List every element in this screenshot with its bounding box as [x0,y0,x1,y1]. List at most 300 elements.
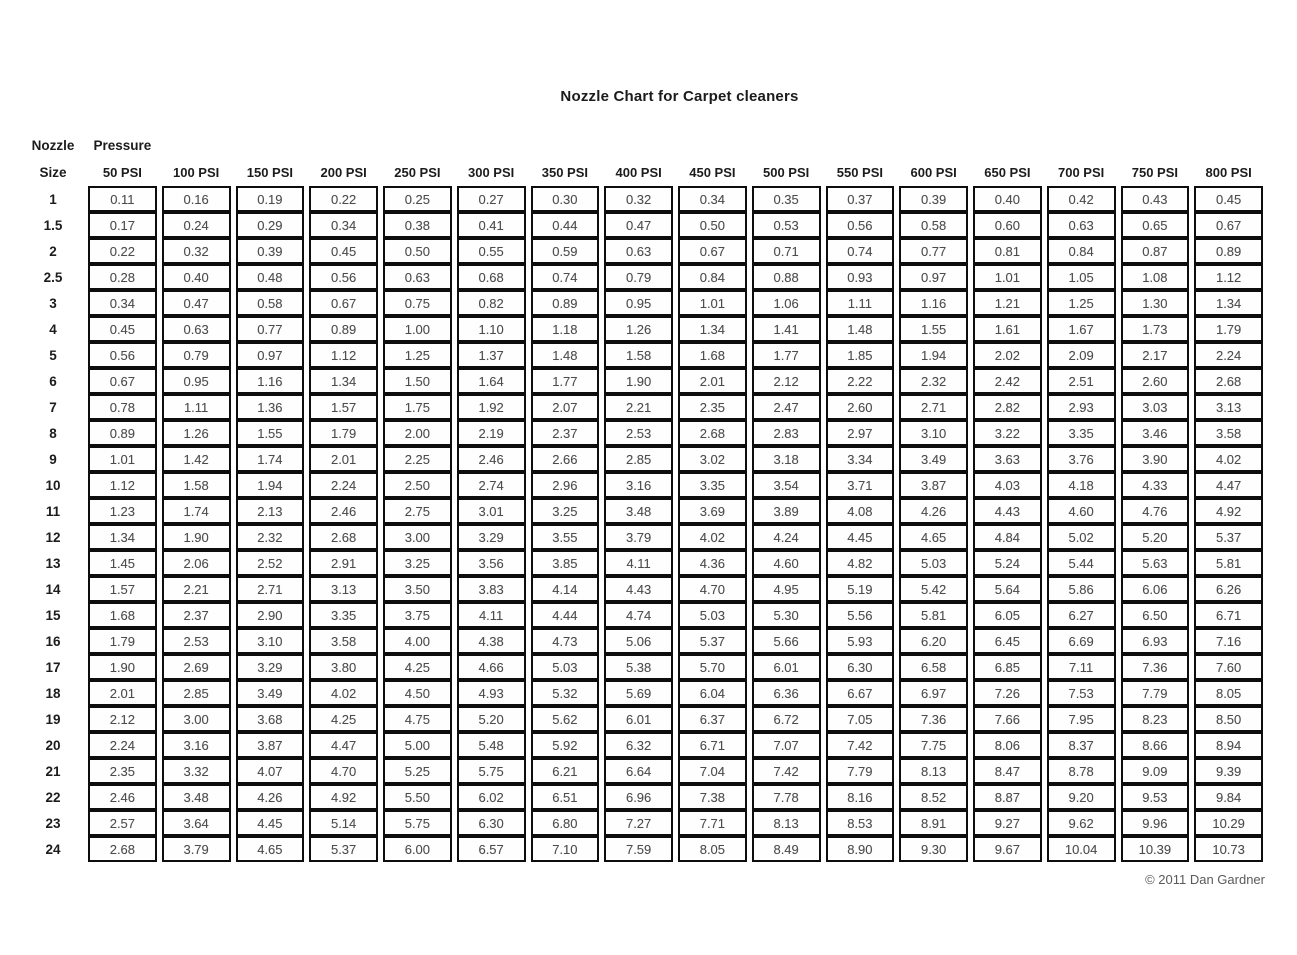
flow-rate-cell: 5.14 [309,810,378,836]
flow-rate-cell: 2.19 [457,420,526,446]
flow-rate-cell: 0.40 [973,186,1042,212]
psi-column-header: 650 PSI [984,164,1031,180]
flow-rate-cell: 0.67 [1194,212,1263,238]
flow-rate-cell: 1.67 [1047,316,1116,342]
flow-rate-cell: 3.54 [752,472,821,498]
flow-rate-cell: 1.06 [752,290,821,316]
flow-rate-cell: 0.22 [88,238,157,264]
flow-rate-cell: 4.60 [752,550,821,576]
flow-rate-cell: 5.66 [752,628,821,654]
flow-rate-cell: 0.43 [1121,186,1190,212]
flow-rate-cell: 4.18 [1047,472,1116,498]
flow-rate-cell: 2.66 [531,446,600,472]
flow-rate-cell: 0.79 [604,264,673,290]
psi-column-header: 150 PSI [246,164,293,180]
flow-rate-cell: 7.79 [1121,680,1190,706]
flow-rate-cell: 2.02 [973,342,1042,368]
flow-rate-cell: 1.94 [236,472,305,498]
flow-rate-cell: 2.37 [162,602,231,628]
flow-rate-cell: 0.97 [236,342,305,368]
flow-rate-cell: 3.76 [1047,446,1116,472]
nozzle-size-label: 23 [45,815,61,831]
flow-rate-cell: 2.32 [899,368,968,394]
flow-rate-cell: 6.37 [678,706,747,732]
flow-rate-cell: 2.09 [1047,342,1116,368]
size-header-label: Size [39,164,67,180]
table-row [30,446,1263,472]
flow-rate-cell: 7.36 [899,706,968,732]
nozzle-size-label: 3 [49,295,57,311]
flow-rate-cell: 2.96 [531,472,600,498]
flow-rate-cell: 3.87 [236,732,305,758]
flow-rate-cell: 1.90 [88,654,157,680]
flow-rate-cell: 1.36 [236,394,305,420]
flow-rate-cell: 2.35 [88,758,157,784]
flow-rate-cell: 2.71 [899,394,968,420]
table-row [30,706,1263,732]
flow-rate-cell: 0.84 [678,264,747,290]
flow-rate-cell: 3.02 [678,446,747,472]
table-row [30,186,1263,212]
flow-rate-cell: 1.42 [162,446,231,472]
flow-rate-cell: 4.74 [604,602,673,628]
flow-rate-cell: 1.00 [383,316,452,342]
flow-rate-cell: 0.19 [236,186,305,212]
flow-rate-cell: 4.47 [1194,472,1263,498]
flow-rate-cell: 7.78 [752,784,821,810]
flow-rate-cell: 0.55 [457,238,526,264]
flow-rate-cell: 0.37 [826,186,895,212]
psi-column-header: 350 PSI [541,164,588,180]
flow-rate-cell: 0.93 [826,264,895,290]
psi-column-header: 750 PSI [1131,164,1178,180]
flow-rate-cell: 0.11 [88,186,157,212]
copyright-text: © 2011 Dan Gardner [1145,872,1265,887]
table-row [30,524,1263,550]
flow-rate-cell: 1.26 [162,420,231,446]
flow-rate-cell: 7.11 [1047,654,1116,680]
flow-rate-cell: 4.03 [973,472,1042,498]
flow-rate-cell: 0.56 [88,342,157,368]
flow-rate-cell: 3.64 [162,810,231,836]
flow-rate-cell: 0.47 [162,290,231,316]
flow-rate-cell: 0.17 [88,212,157,238]
flow-rate-cell: 0.68 [457,264,526,290]
nozzle-size-label: 22 [45,789,61,805]
flow-rate-cell: 0.28 [88,264,157,290]
nozzle-size-label: 11 [45,503,61,519]
flow-rate-cell: 2.46 [88,784,157,810]
flow-rate-cell: 4.43 [604,576,673,602]
nozzle-size-label: 1 [49,191,57,207]
flow-rate-cell: 2.22 [826,368,895,394]
flow-rate-cell: 2.60 [1121,368,1190,394]
flow-rate-cell: 0.79 [162,342,231,368]
flow-rate-cell: 6.30 [826,654,895,680]
flow-rate-cell: 1.58 [162,472,231,498]
flow-rate-cell: 2.68 [88,836,157,862]
table-row [30,472,1263,498]
flow-rate-cell: 3.34 [826,446,895,472]
flow-rate-cell: 1.34 [88,524,157,550]
flow-rate-cell: 1.23 [88,498,157,524]
flow-rate-cell: 8.94 [1194,732,1263,758]
flow-rate-cell: 3.49 [236,680,305,706]
flow-rate-cell: 0.95 [162,368,231,394]
flow-rate-cell: 3.35 [309,602,378,628]
flow-rate-cell: 3.89 [752,498,821,524]
nozzle-size-label: 2 [49,243,57,259]
flow-rate-cell: 1.11 [826,290,895,316]
flow-rate-cell: 2.46 [309,498,378,524]
nozzle-size-label: 19 [45,711,61,727]
flow-rate-cell: 6.32 [604,732,673,758]
flow-rate-cell: 5.93 [826,628,895,654]
flow-rate-cell: 2.24 [309,472,378,498]
flow-rate-cell: 2.12 [752,368,821,394]
flow-rate-cell: 5.03 [531,654,600,680]
flow-rate-cell: 8.49 [752,836,821,862]
flow-rate-cell: 0.67 [678,238,747,264]
flow-rate-cell: 3.48 [604,498,673,524]
flow-rate-cell: 2.21 [162,576,231,602]
flow-rate-cell: 8.78 [1047,758,1116,784]
flow-rate-cell: 2.74 [457,472,526,498]
flow-rate-cell: 6.04 [678,680,747,706]
flow-rate-cell: 1.01 [88,446,157,472]
flow-rate-cell: 3.48 [162,784,231,810]
flow-rate-cell: 5.20 [1121,524,1190,550]
flow-rate-cell: 4.95 [752,576,821,602]
nozzle-size-label: 5 [49,347,57,363]
flow-rate-cell: 0.63 [1047,212,1116,238]
flow-rate-cell: 1.74 [162,498,231,524]
nozzle-size-label: 15 [45,607,61,623]
flow-rate-cell: 2.50 [383,472,452,498]
flow-rate-cell: 0.39 [899,186,968,212]
flow-rate-cell: 0.42 [1047,186,1116,212]
table-row [30,680,1263,706]
flow-rate-cell: 5.37 [1194,524,1263,550]
flow-rate-cell: 9.96 [1121,810,1190,836]
table-row [30,784,1263,810]
flow-rate-cell: 6.69 [1047,628,1116,654]
flow-rate-cell: 2.06 [162,550,231,576]
table-row [30,238,1263,264]
flow-rate-cell: 0.45 [1194,186,1263,212]
nozzle-size-label: 17 [45,659,61,675]
flow-rate-cell: 4.60 [1047,498,1116,524]
flow-rate-cell: 0.34 [88,290,157,316]
flow-rate-cell: 7.71 [678,810,747,836]
flow-rate-cell: 4.24 [752,524,821,550]
flow-rate-cell: 2.13 [236,498,305,524]
nozzle-size-label: 10 [45,477,61,493]
flow-rate-cell: 1.41 [752,316,821,342]
flow-rate-cell: 0.67 [88,368,157,394]
flow-rate-cell: 0.82 [457,290,526,316]
flow-rate-cell: 2.91 [309,550,378,576]
flow-rate-cell: 2.24 [1194,342,1263,368]
flow-rate-cell: 4.11 [457,602,526,628]
flow-rate-cell: 1.01 [678,290,747,316]
flow-rate-cell: 0.56 [826,212,895,238]
flow-rate-cell: 5.32 [531,680,600,706]
table-row [30,550,1263,576]
flow-rate-cell: 8.13 [752,810,821,836]
flow-rate-cell: 4.25 [383,654,452,680]
flow-rate-cell: 6.50 [1121,602,1190,628]
nozzle-size-label: 7 [49,399,57,415]
flow-rate-cell: 2.01 [88,680,157,706]
flow-rate-cell: 3.01 [457,498,526,524]
flow-rate-cell: 2.90 [236,602,305,628]
flow-rate-cell: 0.84 [1047,238,1116,264]
flow-rate-cell: 5.03 [678,602,747,628]
flow-rate-cell: 3.35 [1047,420,1116,446]
flow-rate-cell: 1.55 [236,420,305,446]
flow-rate-cell: 4.50 [383,680,452,706]
flow-rate-cell: 6.01 [752,654,821,680]
flow-rate-cell: 4.36 [678,550,747,576]
flow-rate-cell: 0.71 [752,238,821,264]
flow-rate-cell: 8.66 [1121,732,1190,758]
flow-rate-cell: 2.46 [457,446,526,472]
flow-rate-cell: 3.90 [1121,446,1190,472]
flow-rate-cell: 0.40 [162,264,231,290]
flow-rate-cell: 0.29 [236,212,305,238]
flow-rate-cell: 4.92 [309,784,378,810]
flow-rate-cell: 4.70 [678,576,747,602]
flow-rate-cell: 6.26 [1194,576,1263,602]
flow-rate-cell: 5.81 [1194,550,1263,576]
flow-rate-cell: 1.64 [457,368,526,394]
flow-rate-cell: 6.21 [531,758,600,784]
flow-rate-cell: 8.53 [826,810,895,836]
table-row [30,628,1263,654]
psi-column-header: 300 PSI [467,164,515,180]
flow-rate-cell: 2.24 [88,732,157,758]
flow-rate-cell: 3.03 [1121,394,1190,420]
flow-rate-cell: 4.43 [973,498,1042,524]
flow-rate-cell: 0.77 [899,238,968,264]
nozzle-size-label: 8 [49,425,57,441]
flow-rate-cell: 2.97 [826,420,895,446]
flow-rate-cell: 3.32 [162,758,231,784]
flow-rate-cell: 9.09 [1121,758,1190,784]
flow-rate-cell: 0.50 [678,212,747,238]
flow-rate-cell: 2.71 [236,576,305,602]
flow-rate-cell: 2.68 [309,524,378,550]
table-row [30,498,1263,524]
flow-rate-cell: 4.45 [826,524,895,550]
table-header-row-1 [30,133,1263,158]
flow-rate-cell: 4.08 [826,498,895,524]
flow-rate-cell: 9.84 [1194,784,1263,810]
flow-rate-cell: 1.25 [1047,290,1116,316]
flow-rate-cell: 0.58 [236,290,305,316]
flow-rate-cell: 5.50 [383,784,452,810]
table-row [30,576,1263,602]
flow-rate-cell: 1.37 [457,342,526,368]
flow-rate-cell: 1.16 [899,290,968,316]
flow-rate-cell: 8.90 [826,836,895,862]
psi-column-header: 450 PSI [689,164,736,180]
table-row [30,212,1263,238]
flow-rate-cell: 3.18 [752,446,821,472]
nozzle-size-label: 24 [45,841,61,857]
flow-rate-cell: 3.25 [383,550,452,576]
flow-rate-cell: 0.44 [531,212,600,238]
flow-rate-cell: 1.77 [752,342,821,368]
flow-rate-cell: 1.58 [604,342,673,368]
flow-rate-cell: 4.84 [973,524,1042,550]
flow-rate-cell: 3.58 [1194,420,1263,446]
flow-rate-cell: 2.25 [383,446,452,472]
flow-rate-cell: 1.48 [531,342,600,368]
flow-rate-cell: 8.05 [1194,680,1263,706]
flow-rate-cell: 0.56 [309,264,378,290]
flow-rate-cell: 0.34 [309,212,378,238]
table-row [30,810,1263,836]
flow-rate-cell: 7.38 [678,784,747,810]
flow-rate-cell: 6.01 [604,706,673,732]
flow-rate-cell: 7.10 [531,836,600,862]
nozzle-size-label: 4 [49,321,57,337]
flow-rate-cell: 0.38 [383,212,452,238]
flow-rate-cell: 5.03 [899,550,968,576]
flow-rate-cell: 3.13 [1194,394,1263,420]
flow-rate-cell: 10.04 [1047,836,1116,862]
flow-rate-cell: 0.24 [162,212,231,238]
flow-rate-cell: 7.42 [752,758,821,784]
flow-rate-cell: 1.55 [899,316,968,342]
flow-rate-cell: 3.58 [309,628,378,654]
flow-rate-cell: 3.50 [383,576,452,602]
flow-rate-cell: 4.70 [309,758,378,784]
flow-rate-cell: 5.70 [678,654,747,680]
flow-rate-cell: 3.00 [162,706,231,732]
flow-rate-cell: 6.00 [383,836,452,862]
psi-column-header: 50 PSI [102,164,142,180]
flow-rate-cell: 3.69 [678,498,747,524]
flow-rate-cell: 0.95 [604,290,673,316]
flow-rate-cell: 3.00 [383,524,452,550]
flow-rate-cell: 2.12 [88,706,157,732]
flow-rate-cell: 8.23 [1121,706,1190,732]
flow-rate-cell: 3.13 [309,576,378,602]
flow-rate-cell: 4.07 [236,758,305,784]
flow-rate-cell: 0.45 [309,238,378,264]
flow-rate-cell: 1.12 [309,342,378,368]
flow-rate-cell: 3.10 [236,628,305,654]
flow-rate-cell: 6.06 [1121,576,1190,602]
psi-column-header: 100 PSI [172,164,220,180]
flow-rate-cell: 2.93 [1047,394,1116,420]
flow-rate-cell: 7.60 [1194,654,1263,680]
psi-header-cells [88,165,1263,180]
flow-rate-cell: 0.41 [457,212,526,238]
flow-rate-cell: 2.68 [1194,368,1263,394]
flow-rate-cell: 9.27 [973,810,1042,836]
psi-column-header: 550 PSI [836,164,883,180]
flow-rate-cell: 0.35 [752,186,821,212]
flow-rate-cell: 2.69 [162,654,231,680]
flow-rate-cell: 9.20 [1047,784,1116,810]
flow-rate-cell: 8.87 [973,784,1042,810]
flow-rate-cell: 0.47 [604,212,673,238]
flow-rate-cell: 2.21 [604,394,673,420]
flow-rate-cell: 7.53 [1047,680,1116,706]
flow-rate-cell: 7.26 [973,680,1042,706]
flow-rate-cell: 7.95 [1047,706,1116,732]
flow-rate-cell: 1.85 [826,342,895,368]
flow-rate-cell: 0.16 [162,186,231,212]
table-row [30,264,1263,290]
flow-rate-cell: 1.12 [88,472,157,498]
nozzle-size-label: 12 [45,529,61,545]
flow-rate-cell: 4.75 [383,706,452,732]
flow-rate-cell: 0.81 [973,238,1042,264]
nozzle-size-label: 2.5 [43,269,63,285]
flow-rate-cell: 5.86 [1047,576,1116,602]
flow-rate-cell: 5.37 [678,628,747,654]
flow-rate-cell: 8.50 [1194,706,1263,732]
nozzle-size-label: 14 [45,581,61,597]
flow-rate-cell: 1.90 [162,524,231,550]
flow-rate-cell: 5.75 [457,758,526,784]
flow-rate-cell: 4.25 [309,706,378,732]
flow-rate-cell: 5.62 [531,706,600,732]
flow-rate-cell: 1.10 [457,316,526,342]
flow-rate-cell: 3.55 [531,524,600,550]
flow-rate-cell: 3.79 [604,524,673,550]
psi-column-header: 800 PSI [1205,164,1252,180]
table-row [30,368,1263,394]
flow-rate-cell: 4.33 [1121,472,1190,498]
flow-rate-cell: 5.20 [457,706,526,732]
flow-rate-cell: 0.89 [88,420,157,446]
flow-rate-cell: 8.47 [973,758,1042,784]
table-row [30,836,1263,862]
flow-rate-cell: 6.20 [899,628,968,654]
flow-rate-cell: 3.49 [899,446,968,472]
flow-rate-cell: 7.27 [604,810,673,836]
flow-rate-cell: 1.18 [531,316,600,342]
flow-rate-cell: 5.37 [309,836,378,862]
table-row [30,602,1263,628]
flow-rate-cell: 9.67 [973,836,1042,862]
flow-rate-cell: 2.42 [973,368,1042,394]
flow-rate-cell: 5.06 [604,628,673,654]
flow-rate-cell: 2.51 [1047,368,1116,394]
flow-rate-cell: 3.71 [826,472,895,498]
flow-rate-cell: 3.16 [604,472,673,498]
flow-rate-cell: 3.63 [973,446,1042,472]
flow-rate-cell: 2.07 [531,394,600,420]
flow-rate-cell: 1.34 [678,316,747,342]
flow-rate-cell: 5.64 [973,576,1042,602]
flow-rate-cell: 1.79 [88,628,157,654]
flow-rate-cell: 2.37 [531,420,600,446]
flow-rate-cell: 7.79 [826,758,895,784]
flow-rate-cell: 6.45 [973,628,1042,654]
nozzle-size-label: 20 [45,737,61,753]
flow-rate-cell: 4.00 [383,628,452,654]
flow-rate-cell: 6.71 [1194,602,1263,628]
flow-rate-cell: 3.87 [899,472,968,498]
flow-rate-cell: 8.05 [678,836,747,862]
